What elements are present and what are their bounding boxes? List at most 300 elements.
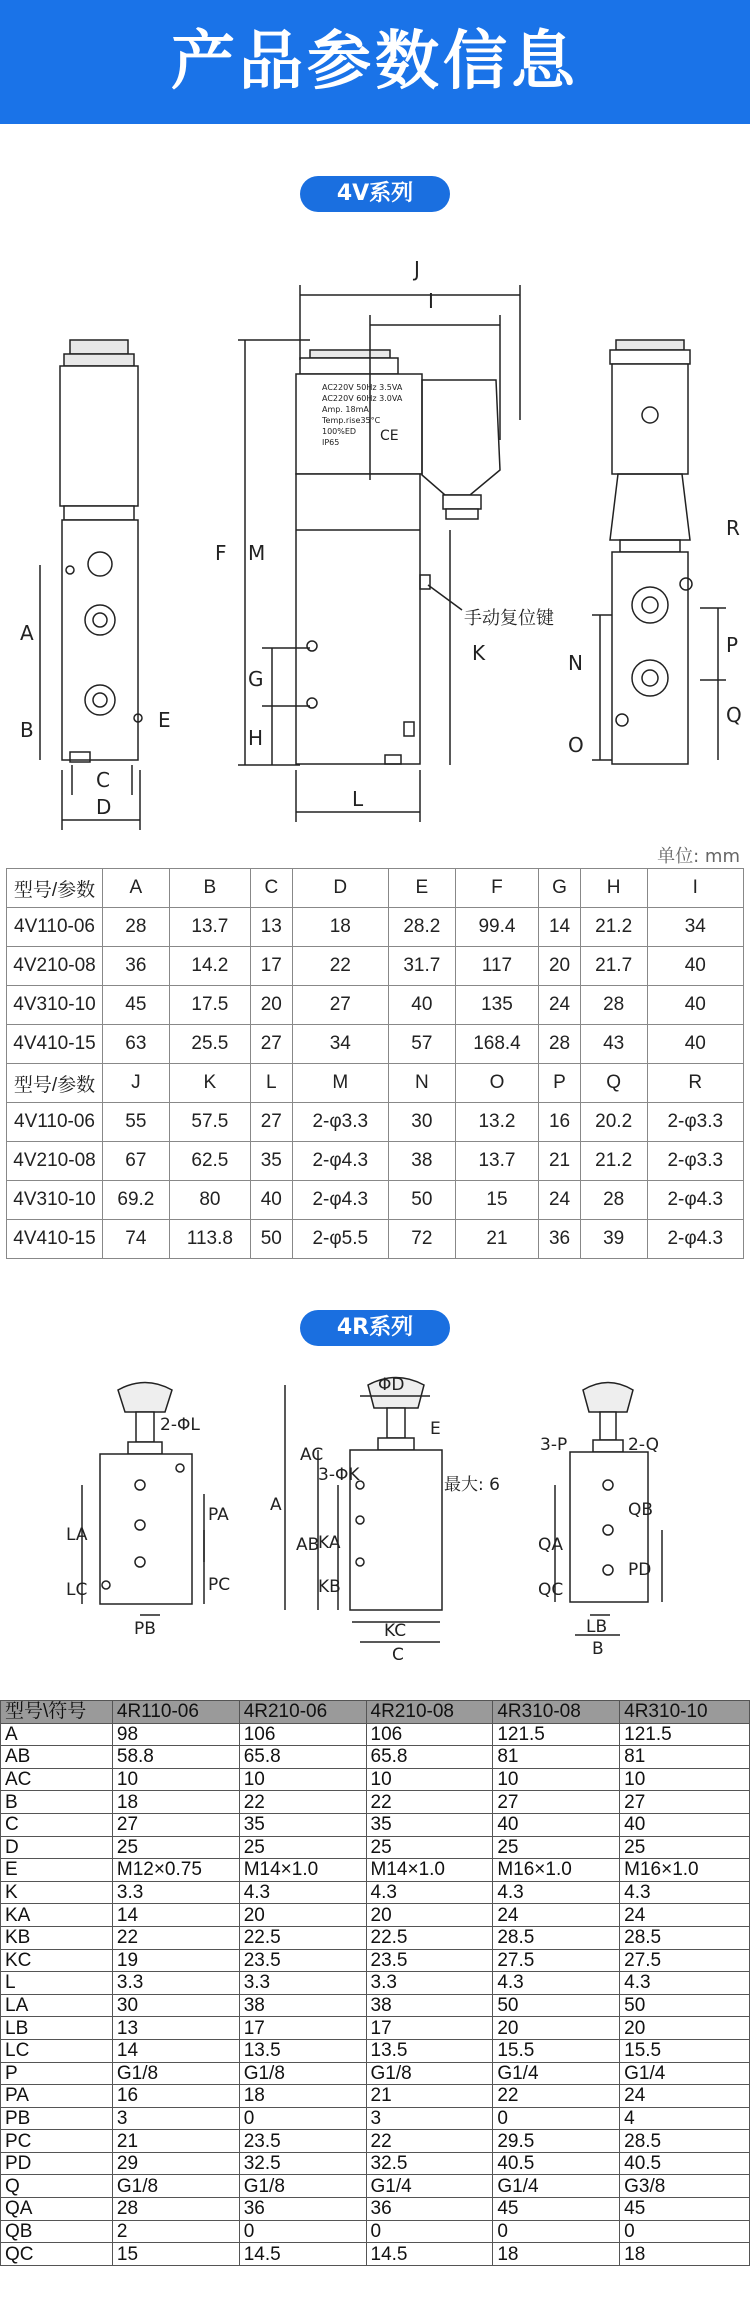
table-cell: 29.5 [493, 2130, 620, 2153]
drawing-4r [0, 1370, 750, 1695]
table-cell: 14.2 [169, 947, 250, 986]
table-cell: 22 [112, 1926, 239, 1949]
dim-label-4r-qb: QB [628, 1500, 654, 1520]
table-row [1, 2220, 750, 2243]
table-cell: 10 [239, 1768, 366, 1791]
table-header-cell: 4R110-06 [112, 1701, 239, 1724]
table-cell: QA [1, 2198, 113, 2221]
table-cell: G1/8 [112, 2062, 239, 2085]
table-cell: 14 [112, 1904, 239, 1927]
table-cell: 27 [112, 1813, 239, 1836]
table-cell: 17 [251, 947, 293, 986]
table-cell: 18 [292, 908, 388, 947]
table-cell: G1/4 [493, 2062, 620, 2085]
table-cell: 80 [169, 1181, 250, 1220]
table-cell: 20 [620, 2017, 750, 2040]
dim-label-k: K [472, 641, 486, 665]
table-row [1, 1791, 750, 1814]
table-row [1, 2243, 750, 2266]
table-row [1, 1768, 750, 1791]
table-cell: G1/4 [620, 2062, 750, 2085]
table-cell: M14×1.0 [366, 1859, 493, 1882]
table-cell: 45 [620, 2198, 750, 2221]
dim-label-4r-phid: ΦD [378, 1375, 405, 1395]
dim-label-4r-pc: PC [208, 1575, 231, 1595]
table-cell: 81 [620, 1746, 750, 1769]
table-cell: LA [1, 1994, 113, 2017]
table-cell: 28 [103, 908, 170, 947]
table-cell: 2-φ3.3 [647, 1142, 743, 1181]
table-row [7, 947, 744, 986]
table-row [1, 1859, 750, 1882]
table-header-cell: R [647, 1064, 743, 1103]
table-cell: 38 [388, 1142, 455, 1181]
dim-label-4r-b: B [592, 1639, 604, 1659]
table-cell: 28.5 [493, 1926, 620, 1949]
table-cell: 21.2 [580, 908, 647, 947]
table-cell: 36 [539, 1220, 581, 1259]
coil-spec-line: Temp.rise35°C [322, 416, 381, 425]
table-cell: 58.8 [112, 1746, 239, 1769]
coil-spec-line: AC220V 50Hz 3.5VA [322, 383, 403, 392]
dim-label-4r-pb: PB [134, 1619, 156, 1639]
table-row [1, 1881, 750, 1904]
table-cell: 40 [493, 1813, 620, 1836]
table-cell: 22.5 [239, 1926, 366, 1949]
dim-label-4r-lb: LB [586, 1617, 608, 1637]
table-cell: 0 [366, 2220, 493, 2243]
table-row [1, 2152, 750, 2175]
table-cell: 3.3 [112, 1881, 239, 1904]
table-cell: 25 [239, 1836, 366, 1859]
table-row [1, 1972, 750, 1995]
table-row [1, 2062, 750, 2085]
table-cell: 30 [388, 1103, 455, 1142]
table-cell: 24 [620, 2085, 750, 2108]
table-cell: 22 [493, 2085, 620, 2108]
table-cell: 62.5 [169, 1142, 250, 1181]
table-cell: 32.5 [239, 2152, 366, 2175]
table-header-cell: 型号\符号 [1, 1701, 113, 1724]
table-cell: 25 [493, 1836, 620, 1859]
table-cell: 3.3 [239, 1972, 366, 1995]
table-row [1, 1926, 750, 1949]
table-cell: 27.5 [493, 1949, 620, 1972]
table-cell: 4V210-08 [7, 947, 103, 986]
dim-label-p: P [726, 633, 739, 657]
table-cell: A [1, 1723, 113, 1746]
table-cell: 63 [103, 1025, 170, 1064]
dim-label-a: A [20, 621, 34, 645]
table-row [7, 1220, 744, 1259]
table-cell: 50 [251, 1220, 293, 1259]
table-header-cell: K [169, 1064, 250, 1103]
table-cell: 28 [580, 986, 647, 1025]
table-cell: 25 [112, 1836, 239, 1859]
table-cell: 20 [366, 1904, 493, 1927]
table-cell: G1/4 [493, 2175, 620, 2198]
table-cell: 16 [112, 2085, 239, 2108]
table-cell: 27 [251, 1103, 293, 1142]
table-cell: 2-φ5.5 [292, 1220, 388, 1259]
table-row [7, 908, 744, 947]
table-cell: G1/8 [239, 2062, 366, 2085]
table-cell: 13.5 [239, 2039, 366, 2062]
table-cell: 43 [580, 1025, 647, 1064]
dim-label-f: F [215, 541, 227, 565]
table-cell: 0 [239, 2107, 366, 2130]
table-cell: 28 [112, 2198, 239, 2221]
table-header-cell: O [455, 1064, 539, 1103]
table-cell: Q [1, 2175, 113, 2198]
table-cell: 4V310-10 [7, 986, 103, 1025]
table-cell: 72 [388, 1220, 455, 1259]
table-header-cell: 4R210-08 [366, 1701, 493, 1724]
table-cell: M14×1.0 [239, 1859, 366, 1882]
ce-mark: CE [380, 428, 399, 444]
dim-label-4r-phik: 3-ΦK [318, 1465, 360, 1485]
table-cell: G1/8 [366, 2062, 493, 2085]
table-cell: 15.5 [493, 2039, 620, 2062]
table-cell: 28.2 [388, 908, 455, 947]
table-cell: 30 [112, 1994, 239, 2017]
table-cell: 4V410-15 [7, 1025, 103, 1064]
table-cell: 3.3 [112, 1972, 239, 1995]
table-cell: 18 [493, 2243, 620, 2266]
table-cell: QB [1, 2220, 113, 2243]
table-cell: 10 [366, 1768, 493, 1791]
table-cell: 22.5 [366, 1926, 493, 1949]
table-row [1, 1836, 750, 1859]
table-cell: 40.5 [620, 2152, 750, 2175]
table-cell: 18 [239, 2085, 366, 2108]
dim-label-l: L [352, 787, 364, 811]
table-cell: 35 [366, 1813, 493, 1836]
table-row [1, 2085, 750, 2108]
table-cell: 40.5 [493, 2152, 620, 2175]
table-header-cell: D [292, 869, 388, 908]
table-cell: 27 [493, 1791, 620, 1814]
table-cell: 21 [366, 2085, 493, 2108]
table-cell: 23.5 [239, 2130, 366, 2153]
table-cell: KB [1, 1926, 113, 1949]
table-cell: 99.4 [455, 908, 539, 947]
table-cell: 50 [493, 1994, 620, 2017]
table-row [1, 2039, 750, 2062]
dim-label-4r-phil: 2-ΦL [160, 1415, 200, 1435]
table-cell: 81 [493, 1746, 620, 1769]
table-4v [6, 868, 744, 1259]
table-cell: 2-φ4.3 [647, 1181, 743, 1220]
table-cell: KC [1, 1949, 113, 1972]
section-title-4v: 4V系列 [300, 176, 450, 212]
table-cell: 27.5 [620, 1949, 750, 1972]
table-cell: 38 [366, 1994, 493, 2017]
table-cell: 20 [251, 986, 293, 1025]
dim-label-4r-pa: PA [208, 1505, 229, 1525]
table-cell: 34 [292, 1025, 388, 1064]
dim-label-4r-max6: 最大: 6 [444, 1475, 500, 1495]
table-4r [0, 1700, 750, 2266]
table-cell: 14.5 [239, 2243, 366, 2266]
dim-label-4r-ab: AB [296, 1535, 320, 1555]
table-header-cell: 型号/参数 [7, 1064, 103, 1103]
dim-label-q: Q [726, 703, 742, 727]
table-cell: 0 [620, 2220, 750, 2243]
table-cell: 36 [366, 2198, 493, 2221]
table-cell: 15 [112, 2243, 239, 2266]
table-cell: 27 [251, 1025, 293, 1064]
table-cell: 22 [366, 2130, 493, 2153]
table-cell: 4.3 [493, 1881, 620, 1904]
table-header-cell: M [292, 1064, 388, 1103]
table-header-cell: B [169, 869, 250, 908]
table-row [7, 1025, 744, 1064]
table-cell: 65.8 [239, 1746, 366, 1769]
table-cell: 50 [620, 1994, 750, 2017]
dim-label-4r-2q: 2-Q [628, 1435, 659, 1455]
table-cell: 20 [539, 947, 581, 986]
dim-label-e: E [158, 708, 171, 732]
table-header-cell: 4R310-10 [620, 1701, 750, 1724]
table-cell: 113.8 [169, 1220, 250, 1259]
table-cell: 3.3 [366, 1972, 493, 1995]
table-cell: 3 [366, 2107, 493, 2130]
table-cell: 20 [239, 1904, 366, 1927]
table-cell: 10 [620, 1768, 750, 1791]
table-row [1, 2198, 750, 2221]
table-cell: 2-φ3.3 [647, 1103, 743, 1142]
table-cell: 40 [647, 986, 743, 1025]
table-cell: 13 [251, 908, 293, 947]
table-cell: 0 [239, 2220, 366, 2243]
dim-label-i: I [428, 289, 434, 313]
table-cell: 4V310-10 [7, 1181, 103, 1220]
table-cell: 24 [493, 1904, 620, 1927]
dim-label-4r-c: C [392, 1645, 404, 1665]
table-cell: 36 [103, 947, 170, 986]
page-title-banner: 产品参数信息 [0, 0, 750, 124]
table-cell: 40 [620, 1813, 750, 1836]
table-cell: 65.8 [366, 1746, 493, 1769]
table-cell: 121.5 [620, 1723, 750, 1746]
coil-spec-line: Amp. 18mA [322, 405, 369, 414]
table-cell: 4V110-06 [7, 908, 103, 947]
table-row [1, 2175, 750, 2198]
table-cell: AC [1, 1768, 113, 1791]
dim-label-4r-pd: PD [628, 1560, 652, 1580]
dim-label-4r-qc: QC [538, 1580, 564, 1600]
table-cell: 20.2 [580, 1103, 647, 1142]
dim-label-4r-qa: QA [538, 1535, 564, 1555]
table-cell: 17 [366, 2017, 493, 2040]
table-cell: 20 [493, 2017, 620, 2040]
dim-label-4r-e: E [430, 1419, 441, 1439]
table-header-cell: 4R310-08 [493, 1701, 620, 1724]
table-row [1, 1949, 750, 1972]
table-cell: 24 [539, 1181, 581, 1220]
table-cell: 69.2 [103, 1181, 170, 1220]
table-cell: 22 [292, 947, 388, 986]
table-cell: 15 [455, 1181, 539, 1220]
table-cell: 13.5 [366, 2039, 493, 2062]
table-cell: 2-φ3.3 [292, 1103, 388, 1142]
table-cell: 4.3 [493, 1972, 620, 1995]
table-row [1, 1994, 750, 2017]
table-cell: 10 [112, 1768, 239, 1791]
table-row [1, 2130, 750, 2153]
table-cell: 25 [366, 1836, 493, 1859]
table-header-cell: J [103, 1064, 170, 1103]
table-cell: PB [1, 2107, 113, 2130]
table-cell: 28 [539, 1025, 581, 1064]
table-header-cell: G [539, 869, 581, 908]
drawing-4v [0, 240, 750, 840]
table-cell: 35 [239, 1813, 366, 1836]
table-cell: 40 [251, 1181, 293, 1220]
table-cell: 45 [103, 986, 170, 1025]
dim-label-4r-lc: LC [66, 1580, 88, 1600]
table-cell: 27 [620, 1791, 750, 1814]
table-cell: 2 [112, 2220, 239, 2243]
table-cell: G1/8 [239, 2175, 366, 2198]
table-header-cell: 型号/参数 [7, 869, 103, 908]
table-cell: 4.3 [620, 1972, 750, 1995]
table-cell: 27 [292, 986, 388, 1025]
dim-label-4r-kb: KB [318, 1577, 341, 1597]
table-cell: 22 [239, 1791, 366, 1814]
table-cell: G1/8 [112, 2175, 239, 2198]
table-cell: P [1, 2062, 113, 2085]
dim-label-h: H [248, 726, 264, 750]
table-cell: L [1, 1972, 113, 1995]
table-cell: 4V410-15 [7, 1220, 103, 1259]
table-cell: M16×1.0 [493, 1859, 620, 1882]
table-header-cell: F [455, 869, 539, 908]
table-cell: PC [1, 2130, 113, 2153]
table-cell: 13.7 [169, 908, 250, 947]
dim-label-r: R [726, 516, 740, 540]
table-cell: 17 [239, 2017, 366, 2040]
table-header-cell: 4R210-06 [239, 1701, 366, 1724]
table-cell: 24 [620, 1904, 750, 1927]
dim-label-m: M [248, 541, 266, 565]
table-cell: 4.3 [366, 1881, 493, 1904]
table-header-row [7, 1064, 744, 1103]
table-cell: 55 [103, 1103, 170, 1142]
table-cell: 98 [112, 1723, 239, 1746]
table-cell: M16×1.0 [620, 1859, 750, 1882]
table-header-cell: E [388, 869, 455, 908]
table-cell: 57.5 [169, 1103, 250, 1142]
table-cell: K [1, 1881, 113, 1904]
table-cell: LC [1, 2039, 113, 2062]
table-header-cell: I [647, 869, 743, 908]
table-cell: M12×0.75 [112, 1859, 239, 1882]
table-cell: 29 [112, 2152, 239, 2175]
dim-label-4r-kc: KC [384, 1621, 407, 1641]
table-cell: 14.5 [366, 2243, 493, 2266]
table-header-cell: C [251, 869, 293, 908]
table-row [7, 1181, 744, 1220]
table-cell: 18 [620, 2243, 750, 2266]
table-row [7, 1142, 744, 1181]
table-cell: G1/4 [366, 2175, 493, 2198]
table-row [1, 1813, 750, 1836]
table-cell: 15.5 [620, 2039, 750, 2062]
table-row [1, 1723, 750, 1746]
table-cell: 38 [239, 1994, 366, 2017]
table-cell: 13 [112, 2017, 239, 2040]
table-cell: 28.5 [620, 2130, 750, 2153]
table-cell: 0 [493, 2220, 620, 2243]
dim-label-4r-ac: AC [300, 1445, 324, 1465]
table-cell: 106 [366, 1723, 493, 1746]
table-cell: 23.5 [366, 1949, 493, 1972]
dim-label-4r-3p: 3-P [540, 1435, 568, 1455]
coil-spec-line: IP65 [322, 438, 340, 447]
table-header-cell: H [580, 869, 647, 908]
table-cell: 2-φ4.3 [647, 1220, 743, 1259]
table-cell: 2-φ4.3 [292, 1142, 388, 1181]
table-cell: 40 [647, 947, 743, 986]
coil-spec-line: 100%ED [322, 427, 357, 436]
table-cell: 14 [112, 2039, 239, 2062]
table-cell: 45 [493, 2198, 620, 2221]
table-cell: 28.5 [620, 1926, 750, 1949]
table-cell: 21 [539, 1142, 581, 1181]
table-cell: 74 [103, 1220, 170, 1259]
table-cell: PA [1, 2085, 113, 2108]
table-cell: 40 [647, 1025, 743, 1064]
table-cell: 13.2 [455, 1103, 539, 1142]
table-cell: PD [1, 2152, 113, 2175]
dim-label-n: N [568, 651, 583, 675]
table-header-cell: A [103, 869, 170, 908]
table-cell: 24 [539, 986, 581, 1025]
table-cell: 4.3 [239, 1881, 366, 1904]
section-title-4r: 4R系列 [300, 1310, 450, 1346]
table-cell: 10 [493, 1768, 620, 1791]
table-cell: 4V110-06 [7, 1103, 103, 1142]
table-row [1, 2107, 750, 2130]
table-cell: D [1, 1836, 113, 1859]
table-cell: 106 [239, 1723, 366, 1746]
table-cell: 0 [493, 2107, 620, 2130]
table-cell: 4 [620, 2107, 750, 2130]
unit-label: 单位: mm [657, 846, 740, 867]
table-cell: 18 [112, 1791, 239, 1814]
table-header-cell: L [251, 1064, 293, 1103]
table-cell: 4.3 [620, 1881, 750, 1904]
table-row [1, 2017, 750, 2040]
dim-label-4r-a: A [270, 1495, 282, 1515]
dim-label-4r-la: LA [66, 1525, 88, 1545]
table-cell: 25 [620, 1836, 750, 1859]
table-cell: 13.7 [455, 1142, 539, 1181]
table-row [1, 1904, 750, 1927]
table-cell: 22 [366, 1791, 493, 1814]
table-row [7, 1103, 744, 1142]
table-cell: C [1, 1813, 113, 1836]
dim-label-d: D [96, 795, 112, 819]
table-cell: 17.5 [169, 986, 250, 1025]
table-cell: 3 [112, 2107, 239, 2130]
dim-label-4r-ka: KA [318, 1533, 341, 1553]
table-header-cell: N [388, 1064, 455, 1103]
table-cell: 117 [455, 947, 539, 986]
table-cell: 135 [455, 986, 539, 1025]
